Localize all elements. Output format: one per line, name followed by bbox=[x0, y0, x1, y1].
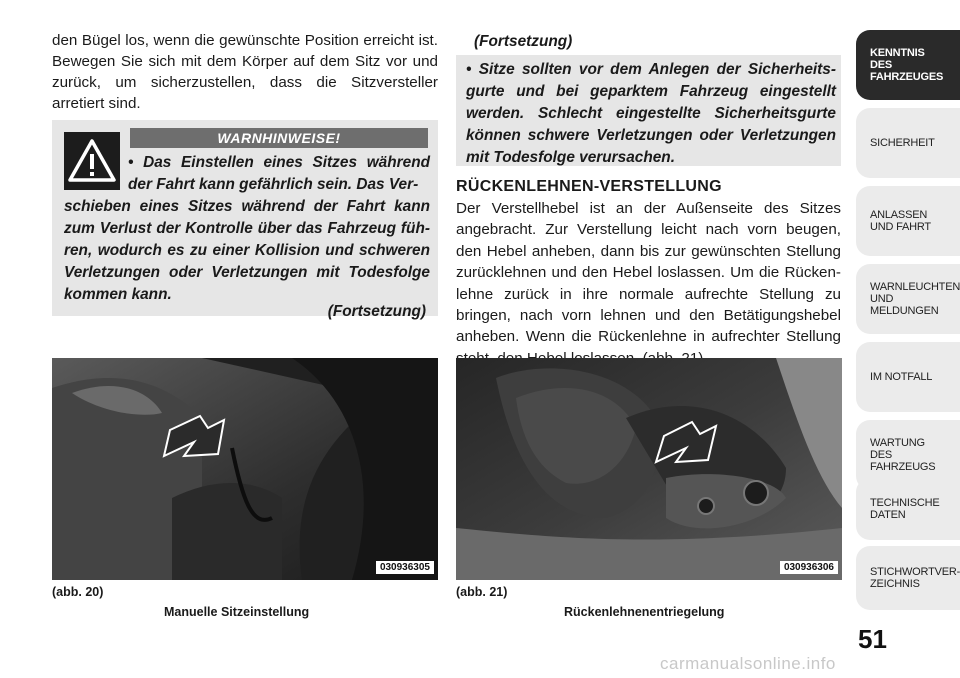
continued-left: (Fortsetzung) bbox=[327, 303, 426, 320]
section-body: Der Verstellhebel ist an der Außenseite des Sitzes angebracht. Zur Verstellung leicht nach vorn beugen, den Hebel anheben, dann bis zur gewünschten Stellung zurücklehnen und den Hebel loslassen. Um die Rücken- lehne zurück in ihre normale aufrechte Stellung zu bringen, nach vorn lehnen und den Betätigungshebel anheben. Wenn die Rückenlehne in aufrechter Stellung bbox=[456, 200, 841, 346]
figure-21-caption: Rückenlehnenentriegelung bbox=[564, 605, 725, 619]
tab-line: ANLASSEN bbox=[870, 209, 928, 221]
left-paragraph: den Bügel los, wenn die gewünschte Position erreicht ist. Bewegen Sie sich mit dem Körper auf dem Sitz vor und zurück, um sicherzustellen, dass die Sitzversteller arretiert sind. bbox=[52, 32, 438, 112]
tab-line: STICHWORTVER- bbox=[870, 566, 960, 578]
tab-warnleuchten-und-meldungen[interactable] bbox=[856, 264, 960, 334]
warning-header: WARNHINWEISE! bbox=[130, 128, 428, 148]
warning-text-lead: • Das Einstellen eines Sitzes während der Fahrt kann gefährlich sein. Das Ver- bbox=[128, 154, 430, 193]
note-text: • Sitze sollten vor dem Anlegen der Sicherheits- gurte und bei geparktem Fahrzeug eingestellt werden. Schlecht eingestellte Sicherheitsgurte können schwere Verletzungen oder Verletzungen mit Todesfolge verursachen. bbox=[466, 61, 836, 166]
warning-box bbox=[52, 120, 438, 316]
tab-kenntnis-des-fahrzeuges[interactable] bbox=[856, 30, 960, 100]
tab-anlassen-und-fahrt[interactable] bbox=[856, 186, 960, 256]
tab-line: DATEN bbox=[870, 509, 906, 521]
figure-20-label: (abb. 20) bbox=[52, 585, 104, 599]
tab-im-notfall[interactable] bbox=[856, 342, 960, 412]
tab-sicherheit[interactable] bbox=[856, 108, 960, 178]
tab-line: IM NOTFALL bbox=[870, 371, 933, 383]
figure-21-label: (abb. 21) bbox=[456, 585, 508, 599]
tab-line: MELDUNGEN bbox=[870, 305, 939, 317]
tab-line: WARTUNG bbox=[870, 437, 925, 449]
watermark: carmanualsonline.info bbox=[660, 654, 836, 673]
tab-line: TECHNISCHE bbox=[870, 497, 940, 509]
tab-line: SICHERHEIT bbox=[870, 137, 935, 149]
figure-21-image bbox=[456, 358, 842, 580]
tab-line: ZEICHNIS bbox=[870, 578, 920, 590]
tab-line: FAHRZEUGES bbox=[870, 71, 944, 83]
warning-text-rest: schieben eines Sitzes während der Fahrt kann zum Verlust der Kontrolle über das Fahrzeug füh- ren, wodurch es zu einer Kollision und schweren Verletzungen oder Verletzungen mit Todesfolge kommen kann. bbox=[64, 198, 430, 303]
tab-line: WARNLEUCHTEN bbox=[870, 281, 960, 293]
tab-line: UND FAHRT bbox=[870, 221, 931, 233]
page-number: 51 bbox=[858, 624, 887, 654]
warning-text bbox=[64, 152, 430, 306]
figure-21-code: 030936306 bbox=[780, 561, 838, 574]
figure-20-code: 030936305 bbox=[376, 561, 434, 574]
figure-20-image bbox=[52, 358, 438, 580]
tab-technische-daten[interactable] bbox=[856, 478, 960, 540]
continued-right: (Fortsetzung) bbox=[474, 33, 573, 50]
tab-line: UND bbox=[870, 293, 894, 305]
tab-line: KENNTNIS bbox=[870, 47, 925, 59]
section-heading: RÜCKENLEHNEN-VERSTELLUNG bbox=[456, 178, 722, 195]
note-box bbox=[456, 55, 841, 166]
figure-20-caption: Manuelle Sitzeinstellung bbox=[164, 605, 310, 619]
tab-line: FAHRZEUGS bbox=[870, 461, 936, 473]
tab-stichwortverzeichnis[interactable] bbox=[856, 546, 960, 610]
tab-line: DES bbox=[870, 449, 893, 461]
tab-line: DES bbox=[870, 59, 893, 71]
